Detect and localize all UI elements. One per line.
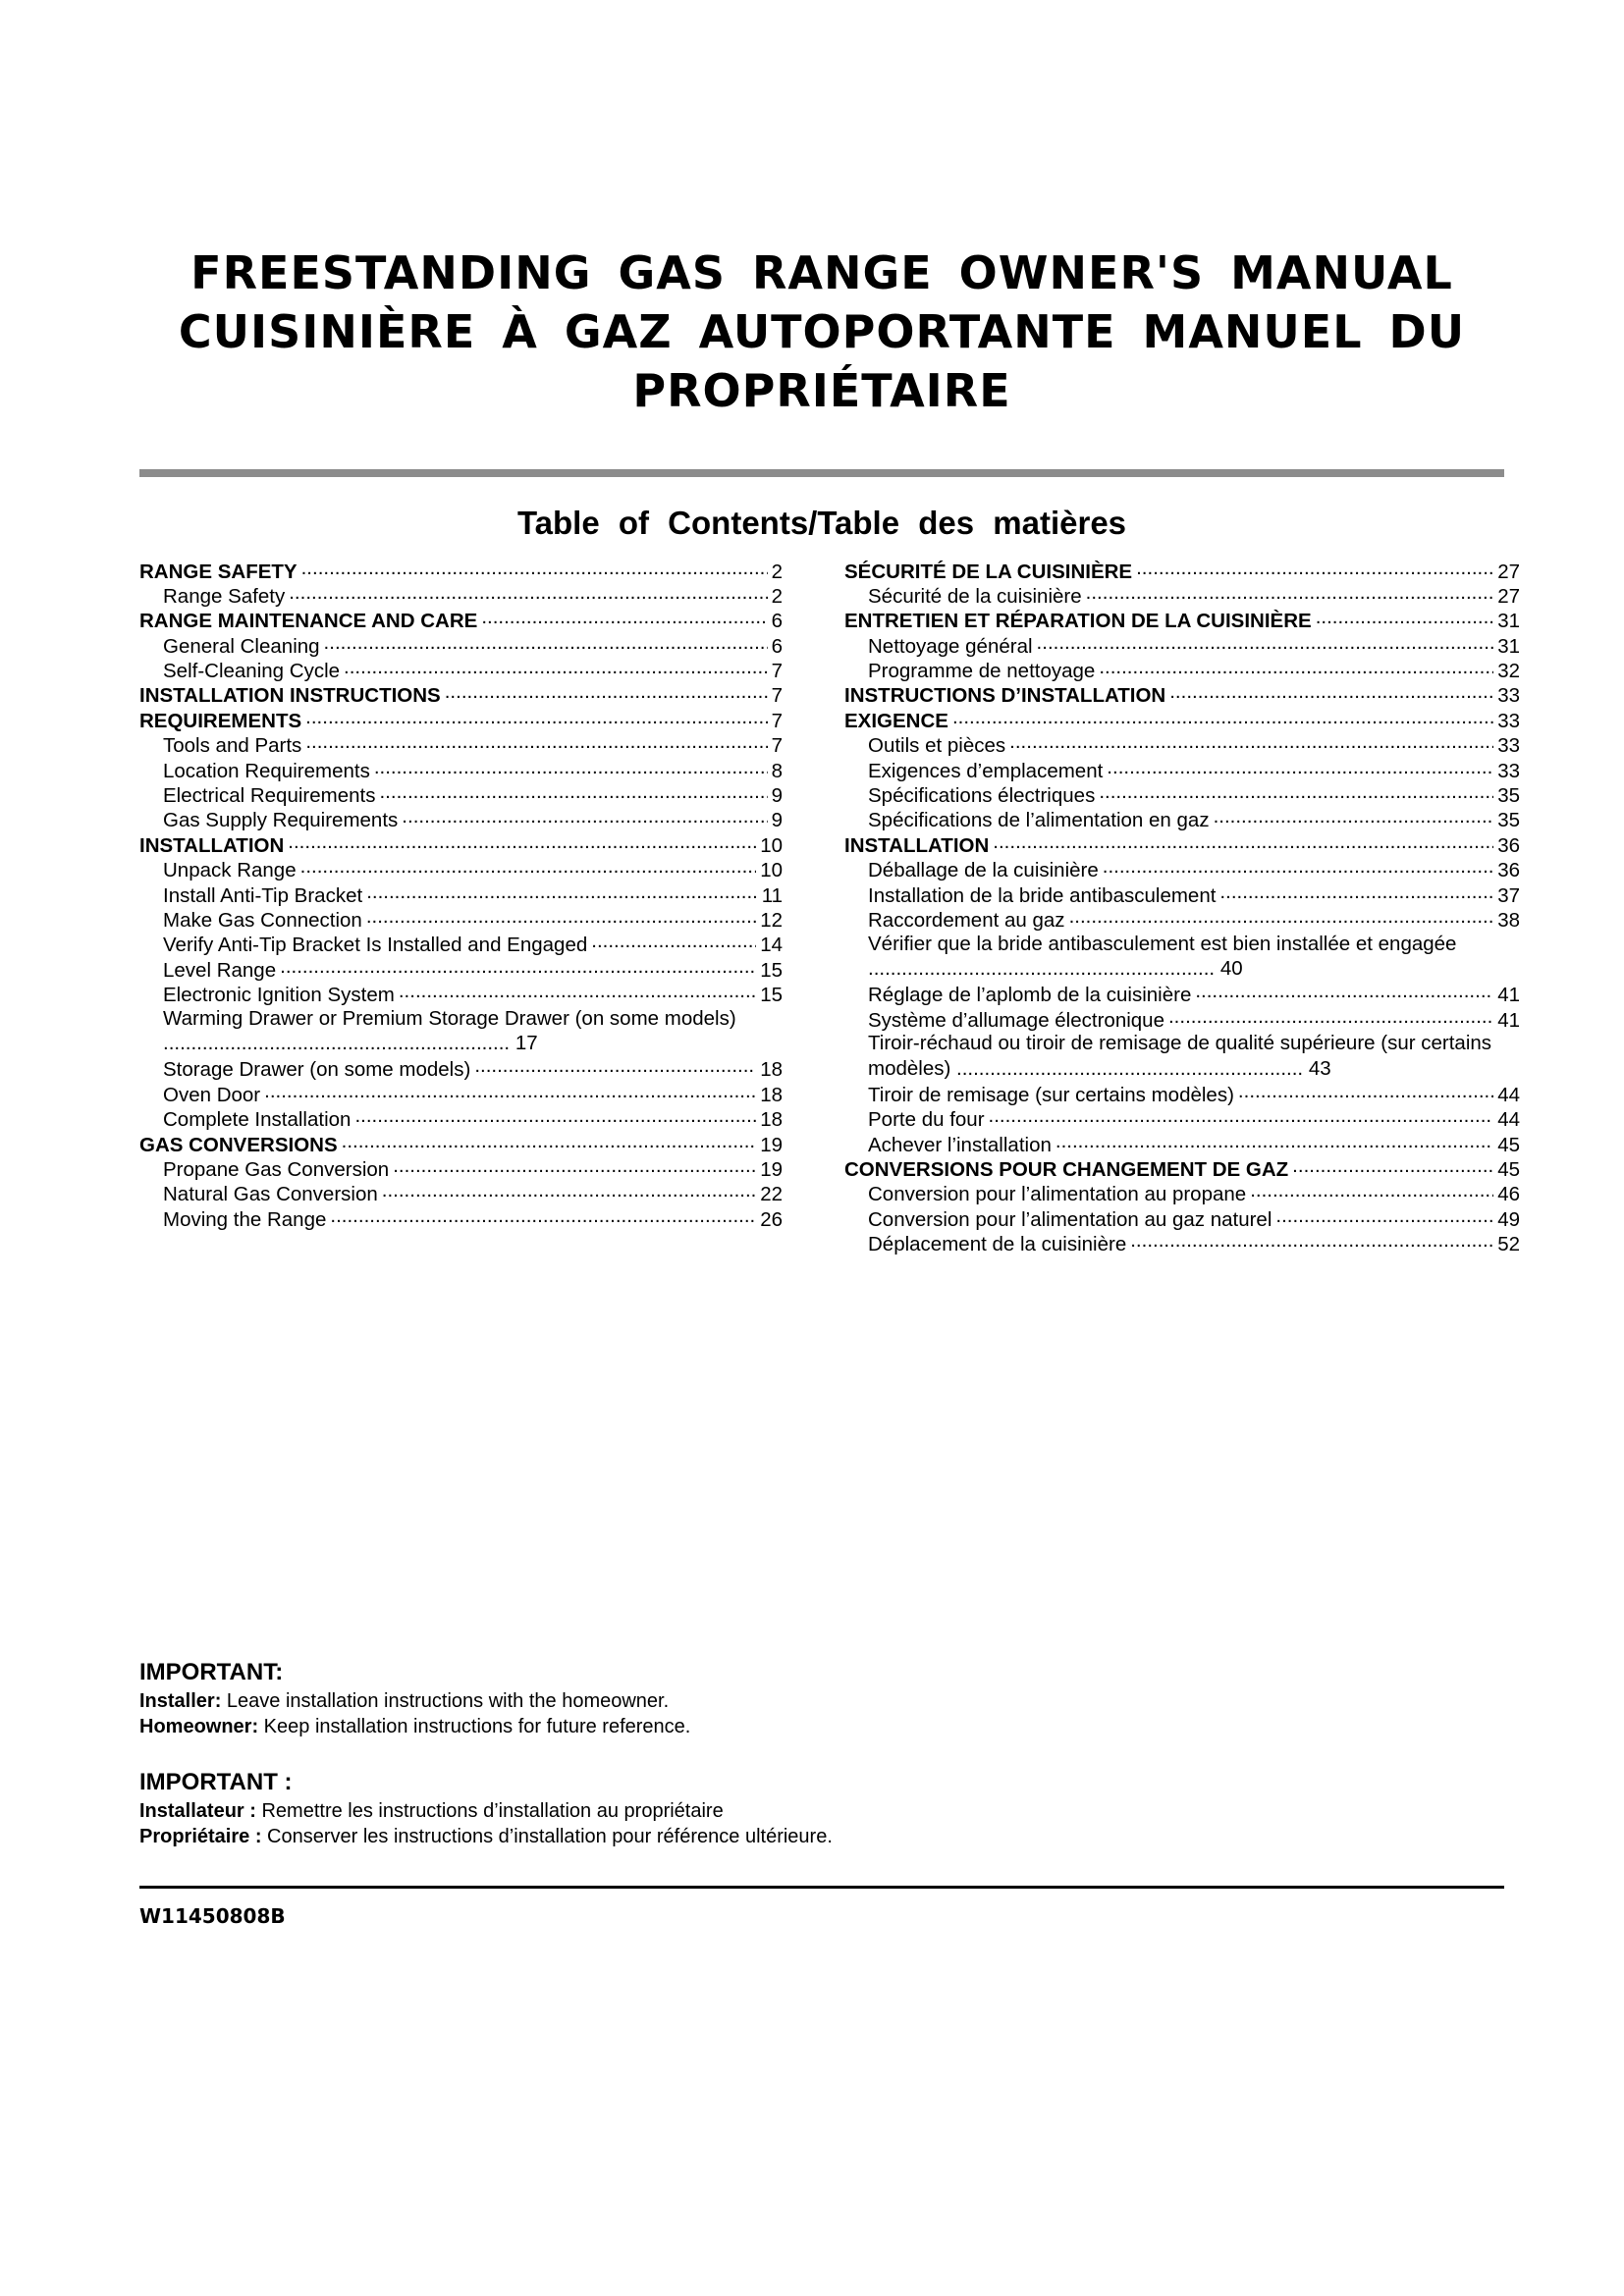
toc-entry-page: 7 (771, 709, 783, 732)
toc-entry-page: 7 (771, 660, 783, 683)
toc-entry-page: 7 (771, 684, 783, 708)
toc-entry[interactable] (139, 1106, 783, 1131)
toc-leader-dots (989, 1106, 1494, 1127)
toc-leader-dots (1214, 807, 1494, 828)
toc-column-english (139, 558, 783, 1231)
toc-entry-page: 45 (1497, 1133, 1520, 1156)
toc-entry[interactable] (139, 732, 783, 757)
toc-entry-label: Electrical Requirements (163, 784, 376, 808)
toc-entry-label: Install Anti-Tip Bracket (163, 883, 363, 907)
toc-entry-page: 32 (1497, 660, 1520, 683)
toc-entry-label: Electronic Ignition System (163, 984, 395, 1007)
toc-leader-dots (1168, 1006, 1493, 1027)
toc-entry[interactable] (844, 707, 1520, 731)
toc-leader-dots (952, 707, 1493, 727)
toc-entry-label: GAS CONVERSIONS (139, 1133, 338, 1156)
toc-entry-label: Déplacement de la cuisinière (868, 1233, 1127, 1256)
toc-leader-dots (1056, 1131, 1493, 1151)
toc-entry[interactable] (139, 932, 783, 956)
toc-entry[interactable] (139, 807, 783, 831)
toc-entry-page: 35 (1497, 784, 1520, 808)
toc-entry[interactable] (844, 608, 1520, 632)
toc-leader-dots (280, 956, 756, 977)
toc-entry-page: 27 (1497, 560, 1520, 583)
toc-entry-page: 43 (1308, 1056, 1331, 1080)
toc-leader-dots (1169, 682, 1493, 703)
toc-entry-page: 6 (771, 634, 783, 658)
toc-leader-dots (393, 1155, 756, 1176)
toc-leader-dots (399, 982, 756, 1002)
toc-entry-page: 12 (760, 908, 783, 932)
toc-entry[interactable] (844, 831, 1520, 856)
toc-entry-label: Vérifier que la bride antibasculement est bien installée et engagée (868, 932, 1457, 955)
toc-leader-dots (1107, 757, 1493, 777)
toc-entry[interactable] (139, 632, 783, 657)
toc-entry-label: Conversion pour l’alimentation au gaz naturel (868, 1207, 1272, 1231)
toc-entry[interactable] (139, 1155, 783, 1180)
title-line-3: PROPRIÉTAIRE (632, 364, 1011, 417)
toc-entry-label: Nettoyage général (868, 634, 1033, 658)
toc-entry[interactable] (844, 1106, 1520, 1131)
toc-entry-page: 40 (1219, 957, 1243, 981)
toc-entry[interactable] (139, 757, 783, 781)
toc-entry-label: INSTALLATION INSTRUCTIONS (139, 684, 441, 708)
toc-entry[interactable] (844, 1006, 1520, 1031)
toc-leader-dots (1250, 1181, 1493, 1201)
toc-entry[interactable] (139, 658, 783, 682)
toc-leader-dots (1130, 1231, 1493, 1252)
toc-leader-dots (1103, 857, 1493, 878)
toc-entry[interactable] (844, 857, 1520, 881)
toc-leader-dots (402, 807, 767, 828)
toc-entry-label: Conversion pour l’alimentation au propane (868, 1183, 1247, 1206)
proprietaire-note (139, 1824, 1504, 1849)
toc-entry-page: 19 (760, 1133, 783, 1156)
proprietaire-text: Conserver les instructions d’installation pour référence ultérieure. (261, 1826, 833, 1847)
toc-entry[interactable] (139, 906, 783, 931)
toc-leader-dots (374, 757, 768, 777)
homeowner-text: Keep installation instructions for future reference. (258, 1716, 691, 1737)
title-line-2: CUISINIÈRE À GAZ AUTOPORTANTE MANUEL DU (178, 305, 1466, 358)
toc-entry-label: RANGE SAFETY (139, 560, 298, 583)
toc-entry-page: 33 (1497, 709, 1520, 732)
toc-entry-label: Verify Anti-Tip Bracket Is Installed and Engaged (163, 934, 588, 957)
toc-leader-dots (1275, 1205, 1493, 1226)
toc-entry-label: Tools and Parts (163, 734, 302, 758)
toc-entry[interactable] (139, 1205, 783, 1230)
installer-text: Leave installation instructions with the homeowner. (221, 1690, 670, 1712)
toc-entry-label: ENTRETIEN ET RÉPARATION DE LA CUISINIÈRE (844, 610, 1312, 633)
toc-entry-page: 18 (760, 1083, 783, 1106)
toc-heading: Table of Contents/Table des matières (516, 505, 1127, 541)
toc-leader-dots (1238, 1081, 1493, 1101)
toc-entry-page: 26 (760, 1207, 783, 1231)
toc-entry-page: 31 (1497, 634, 1520, 658)
toc-entry[interactable] (139, 582, 783, 607)
toc-entry-page: 44 (1497, 1108, 1520, 1132)
toc-entry-label: INSTRUCTIONS D’INSTALLATION (844, 684, 1166, 708)
toc-leader-dots (366, 881, 758, 902)
homeowner-label: Homeowner: (139, 1716, 259, 1737)
toc-leader-dots (1099, 658, 1493, 678)
toc-leader-dots (1086, 582, 1494, 603)
title-divider (139, 469, 1504, 477)
toc-entry-page: 36 (1497, 859, 1520, 882)
toc-entry[interactable] (844, 1181, 1520, 1205)
toc-entry[interactable] (844, 1031, 1520, 1081)
toc-entry-page: 14 (760, 934, 783, 957)
toc-entry-page: 6 (771, 610, 783, 633)
toc-entry-label: RANGE MAINTENANCE AND CARE (139, 610, 478, 633)
toc-entry-page: 7 (771, 734, 783, 758)
toc-entry-label: Système d’allumage électronique (868, 1008, 1164, 1032)
toc-entry[interactable] (139, 608, 783, 632)
toc-entry[interactable] (139, 1006, 783, 1056)
toc-leader-dots (289, 582, 767, 603)
toc-leader-dots (300, 857, 757, 878)
toc-entry-label: Réglage de l’aplomb de la cuisinière (868, 984, 1192, 1007)
toc-entry-page: 41 (1497, 984, 1520, 1007)
toc-entry-page: 18 (760, 1058, 783, 1082)
toc-entry-page: 33 (1497, 734, 1520, 758)
toc-entry-label: Achever l’installation (868, 1133, 1052, 1156)
toc-entry-page: 31 (1497, 610, 1520, 633)
toc-leader-dots (366, 906, 756, 927)
toc-leader-dots (1195, 982, 1493, 1002)
toc-entry[interactable] (844, 682, 1520, 707)
toc-entry-label: Level Range (163, 958, 277, 982)
toc-leader-dots (344, 658, 768, 678)
homeowner-note (139, 1714, 1504, 1739)
toc-entry[interactable] (139, 831, 783, 856)
toc-entry[interactable] (844, 982, 1520, 1006)
installateur-text: Remettre les instructions d’installation au propriétaire (255, 1800, 724, 1822)
toc-entry[interactable] (139, 1181, 783, 1205)
toc-entry-page: 49 (1497, 1207, 1520, 1231)
toc-entry[interactable] (844, 757, 1520, 781)
toc-entry-page: 15 (760, 984, 783, 1007)
toc-entry-label: Exigences d’emplacement (868, 759, 1104, 782)
toc-entry-page: 37 (1497, 883, 1520, 907)
toc-entry[interactable] (139, 982, 783, 1006)
toc-entry-page: 33 (1497, 684, 1520, 708)
toc-leader-dots (445, 682, 768, 703)
toc-entry-label: Spécifications électriques (868, 784, 1096, 808)
document-code: W11450808B (139, 1904, 286, 1928)
title-line-1: FREESTANDING GAS RANGE OWNER'S MANUAL (190, 246, 1453, 299)
toc-entry-page: 15 (760, 958, 783, 982)
toc-entry-page: 2 (771, 560, 783, 583)
toc-entry[interactable] (844, 1081, 1520, 1105)
toc-entry[interactable] (844, 807, 1520, 831)
toc-leader-dots (1136, 558, 1493, 578)
toc-entry-label: Unpack Range (163, 859, 297, 882)
proprietaire-label: Propriétaire : (139, 1826, 262, 1847)
toc-entry-label: Programme de nettoyage (868, 660, 1096, 683)
toc-entry-label: INSTALLATION (844, 833, 990, 857)
toc-entry-label: Natural Gas Conversion (163, 1183, 378, 1206)
toc-entry-label: Warming Drawer or Premium Storage Drawer (on some models) (163, 1007, 736, 1031)
toc-column-french (844, 558, 1520, 1255)
toc-entry[interactable] (844, 582, 1520, 607)
toc-leader-dots (474, 1056, 756, 1077)
toc-entry[interactable] (139, 707, 783, 731)
toc-entry-label: Outils et pièces (868, 734, 1006, 758)
toc-entry[interactable] (139, 1081, 783, 1105)
important-notice-english (139, 1657, 1504, 1739)
toc-entry-page: 52 (1497, 1233, 1520, 1256)
toc-entry-label: Déballage de la cuisinière (868, 859, 1099, 882)
toc-entry-label: Gas Supply Requirements (163, 809, 399, 832)
toc-entry-page: 18 (760, 1108, 783, 1132)
important-heading: IMPORTANT: (139, 1659, 284, 1685)
toc-entry-label: Oven Door (163, 1083, 261, 1106)
toc-entry[interactable] (139, 782, 783, 807)
toc-leader-dots: .............................................................. (868, 957, 1220, 981)
toc-entry-page: 10 (760, 859, 783, 882)
installer-label: Installer: (139, 1690, 222, 1712)
toc-entry[interactable] (139, 1056, 783, 1081)
toc-leader-dots (264, 1081, 756, 1101)
toc-entry-page: 33 (1497, 759, 1520, 782)
toc-entry[interactable] (139, 857, 783, 881)
footer-divider (139, 1886, 1504, 1889)
toc-leader-dots: .............................................................. (950, 1056, 1309, 1080)
toc-entry-label: CONVERSIONS POUR CHANGEMENT DE GAZ (844, 1157, 1289, 1181)
toc-entry-page: 10 (760, 833, 783, 857)
toc-leader-dots (305, 732, 767, 753)
toc-entry[interactable] (844, 932, 1520, 982)
toc-leader-dots (1069, 906, 1494, 927)
toc-leader-dots (354, 1106, 756, 1127)
toc-leader-dots (342, 1131, 757, 1151)
toc-leader-dots (481, 608, 767, 628)
toc-entry[interactable] (844, 558, 1520, 582)
toc-entry-page: 2 (771, 584, 783, 608)
toc-leader-dots (591, 932, 756, 952)
toc-entry[interactable] (844, 1231, 1520, 1255)
toc-entry-page: 38 (1497, 908, 1520, 932)
toc-entry-label: Tiroir de remisage (sur certains modèles) (868, 1083, 1234, 1106)
toc-leader-dots (1037, 632, 1494, 653)
toc-entry-page: 9 (771, 809, 783, 832)
toc-entry-page: 44 (1497, 1083, 1520, 1106)
toc-entry-page: 19 (760, 1157, 783, 1181)
toc-leader-dots (1219, 881, 1493, 902)
toc-entry-label: Raccordement au gaz (868, 908, 1065, 932)
toc-entry-page: 35 (1497, 809, 1520, 832)
toc-entry-label: Installation de la bride antibasculement (868, 883, 1217, 907)
toc-entry-label: Location Requirements (163, 759, 370, 782)
toc-entry[interactable] (139, 558, 783, 582)
toc-entry-label: Propane Gas Conversion (163, 1157, 390, 1181)
toc-leader-dots (301, 558, 768, 578)
toc-entry-page: 17 (514, 1032, 538, 1055)
toc-entry-page: 41 (1497, 1008, 1520, 1032)
toc-leader-dots (1099, 782, 1493, 803)
toc-entry-page: 22 (760, 1183, 783, 1206)
toc-entry-page: 27 (1497, 584, 1520, 608)
toc-entry-label: Storage Drawer (on some models) (163, 1058, 471, 1082)
important-notice-french (139, 1767, 1504, 1849)
toc-leader-dots (330, 1205, 756, 1226)
toc-leader-dots (379, 782, 767, 803)
toc-entry[interactable] (139, 881, 783, 906)
toc-entry-label: INSTALLATION (139, 833, 285, 857)
toc-entry-page: 36 (1497, 833, 1520, 857)
toc-entry[interactable] (139, 682, 783, 707)
document-title (139, 243, 1504, 420)
toc-entry-page: 9 (771, 784, 783, 808)
toc-entry[interactable] (844, 1131, 1520, 1155)
installer-note (139, 1688, 1504, 1714)
toc-leader-dots: .............................................................. (163, 1032, 515, 1055)
toc-entry-label: REQUIREMENTS (139, 709, 302, 732)
toc-leader-dots (324, 632, 768, 653)
toc-leader-dots (1009, 732, 1493, 753)
toc-entry-label: Spécifications de l’alimentation en gaz (868, 809, 1210, 832)
installateur-label: Installateur : (139, 1800, 256, 1822)
toc-entry[interactable] (844, 1205, 1520, 1230)
toc-entry[interactable] (844, 732, 1520, 757)
toc-entry-label: Range Safety (163, 584, 286, 608)
toc-leader-dots (993, 831, 1493, 852)
toc-entry[interactable] (139, 1131, 783, 1155)
toc-entry-page: 8 (771, 759, 783, 782)
toc-entry-label: General Cleaning (163, 634, 320, 658)
toc-entry[interactable] (844, 881, 1520, 906)
toc-leader-dots (382, 1181, 756, 1201)
toc-leader-dots (1316, 608, 1493, 628)
toc-entry-label: Self-Cleaning Cycle (163, 660, 341, 683)
toc-leader-dots (288, 831, 756, 852)
toc-entry-label: SÉCURITÉ DE LA CUISINIÈRE (844, 560, 1133, 583)
toc-entry-label: EXIGENCE (844, 709, 948, 732)
toc-entry[interactable] (139, 956, 783, 981)
toc-entry[interactable] (844, 1155, 1520, 1180)
toc-entry-page: 11 (761, 883, 783, 907)
toc-entry[interactable] (844, 658, 1520, 682)
toc-entry[interactable] (844, 632, 1520, 657)
toc-entry-label: Make Gas Connection (163, 908, 362, 932)
installateur-note (139, 1798, 1504, 1824)
toc-entry-page: 46 (1497, 1183, 1520, 1206)
toc-entry-page: 45 (1497, 1157, 1520, 1181)
toc-entry-label: Sécurité de la cuisinière (868, 584, 1082, 608)
toc-entry-label: Porte du four (868, 1108, 985, 1132)
toc-entry[interactable] (844, 906, 1520, 931)
important-heading-fr: IMPORTANT : (139, 1769, 293, 1795)
toc-entry[interactable] (844, 782, 1520, 807)
toc-entry-label: Tiroir-réchaud ou tiroir de remisage de qualité supérieure (sur certains modèles) (868, 1032, 1492, 1080)
toc-leader-dots (305, 707, 767, 727)
toc-leader-dots (1292, 1155, 1493, 1176)
toc-entry-label: Complete Installation (163, 1108, 352, 1132)
toc-entry-label: Moving the Range (163, 1207, 327, 1231)
